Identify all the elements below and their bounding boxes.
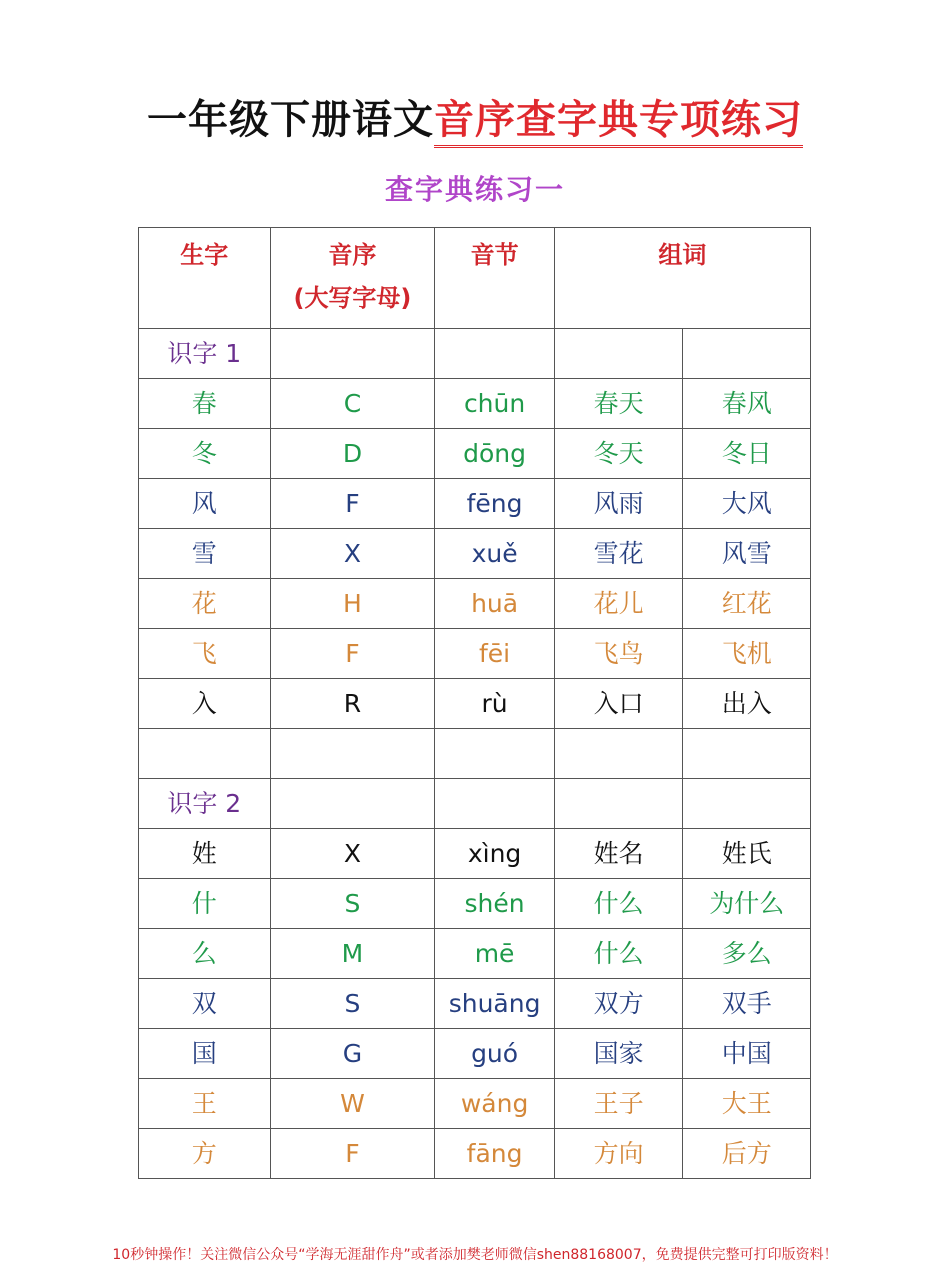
empty-cell [270,729,435,779]
word-cell-1: 姓名 [554,829,683,879]
empty-cell [554,329,683,379]
char-cell: 冬 [139,429,271,479]
syllable-cell: fēng [435,479,555,529]
word-cell-2: 红花 [683,579,811,629]
table-row [139,479,811,529]
syllable-cell: guó [435,1029,555,1079]
word-cell-2: 为什么 [683,879,811,929]
header-words: 组词 [554,228,810,329]
syllable-cell: fāng [435,1129,555,1179]
word-cell-2: 冬日 [683,429,811,479]
word-cell-2: 中国 [683,1029,811,1079]
char-cell: 入 [139,679,271,729]
section-label-row [139,329,811,379]
word-cell-1: 什么 [554,929,683,979]
word-cell-1: 飞鸟 [554,629,683,679]
seq-cell: F [270,479,435,529]
seq-cell: S [270,979,435,1029]
word-cell-1: 双方 [554,979,683,1029]
empty-cell [683,779,811,829]
word-cell-1: 风雨 [554,479,683,529]
empty-cell [435,779,555,829]
section-label-row [139,779,811,829]
word-cell-1: 方向 [554,1129,683,1179]
seq-cell: M [270,929,435,979]
empty-cell [683,729,811,779]
word-cell-1: 入口 [554,679,683,729]
empty-cell [554,729,683,779]
word-cell-1: 什么 [554,879,683,929]
page-title-part1: 一年级下册语文 [147,97,434,143]
table-row [139,579,811,629]
word-cell-2: 后方 [683,1129,811,1179]
seq-cell: F [270,629,435,679]
word-cell-2: 姓氏 [683,829,811,879]
char-cell: 王 [139,1079,271,1129]
word-cell-1: 雪花 [554,529,683,579]
word-cell-1: 花儿 [554,579,683,629]
section-label: 识字 2 [139,779,271,829]
word-cell-1: 春天 [554,379,683,429]
seq-cell: G [270,1029,435,1079]
empty-cell [554,779,683,829]
empty-cell [435,729,555,779]
word-cell-2: 春风 [683,379,811,429]
seq-cell: H [270,579,435,629]
word-cell-2: 多么 [683,929,811,979]
seq-cell: D [270,429,435,479]
char-cell: 双 [139,979,271,1029]
word-cell-2: 风雪 [683,529,811,579]
table-row [139,829,811,879]
dictionary-practice-table [138,227,811,1179]
section-label: 识字 1 [139,329,271,379]
word-cell-2: 双手 [683,979,811,1029]
footer-note: 10秒钟操作！关注微信公众号“学海无涯甜作舟”或者添加樊老师微信shen88168007，免费提供完整可打印版资料！ [112,1247,838,1263]
page-subtitle: 查字典练习一 [384,173,565,206]
word-cell-1: 冬天 [554,429,683,479]
word-cell-2: 大王 [683,1079,811,1129]
table-row [139,979,811,1029]
seq-cell: C [270,379,435,429]
syllable-cell: rù [435,679,555,729]
empty-cell [270,329,435,379]
page-title [0,92,950,148]
table-row [139,429,811,479]
char-cell: 春 [139,379,271,429]
empty-cell [683,329,811,379]
table-row [139,1129,811,1179]
syllable-cell: shuāng [435,979,555,1029]
empty-cell [435,329,555,379]
syllable-cell: xuě [435,529,555,579]
table-row [139,629,811,679]
seq-cell: R [270,679,435,729]
table-row [139,1079,811,1129]
word-cell-2: 出入 [683,679,811,729]
empty-cell [270,779,435,829]
word-cell-2: 飞机 [683,629,811,679]
syllable-cell: shén [435,879,555,929]
table-row [139,929,811,979]
table-row [139,879,811,929]
char-cell: 飞 [139,629,271,679]
syllable-cell: huā [435,579,555,629]
empty-cell [139,729,271,779]
char-cell: 国 [139,1029,271,1079]
word-cell-1: 国家 [554,1029,683,1079]
char-cell: 方 [139,1129,271,1179]
char-cell: 什 [139,879,271,929]
seq-cell: S [270,879,435,929]
table-row [139,379,811,429]
char-cell: 风 [139,479,271,529]
char-cell: 雪 [139,529,271,579]
syllable-cell: dōng [435,429,555,479]
header-seq-label: 音序 [328,241,377,269]
syllable-cell: wáng [435,1079,555,1129]
syllable-cell: mē [435,929,555,979]
table-row [139,1029,811,1079]
char-cell: 姓 [139,829,271,879]
spacer-row [139,729,811,779]
header-char: 生字 [139,228,271,329]
char-cell: 么 [139,929,271,979]
header-syllable: 音节 [435,228,555,329]
word-cell-1: 王子 [554,1079,683,1129]
syllable-cell: xìng [435,829,555,879]
page-title-part2: 音序查字典专项练习 [434,97,803,148]
table-row [139,679,811,729]
header-seq [270,228,435,329]
syllable-cell: fēi [435,629,555,679]
header-seq-sub: (大写字母) [293,284,412,312]
table-row [139,529,811,579]
char-cell: 花 [139,579,271,629]
syllable-cell: chūn [435,379,555,429]
seq-cell: W [270,1079,435,1129]
header-row [139,228,811,329]
seq-cell: X [270,529,435,579]
table-body [139,329,811,1179]
word-cell-2: 大风 [683,479,811,529]
seq-cell: F [270,1129,435,1179]
seq-cell: X [270,829,435,879]
